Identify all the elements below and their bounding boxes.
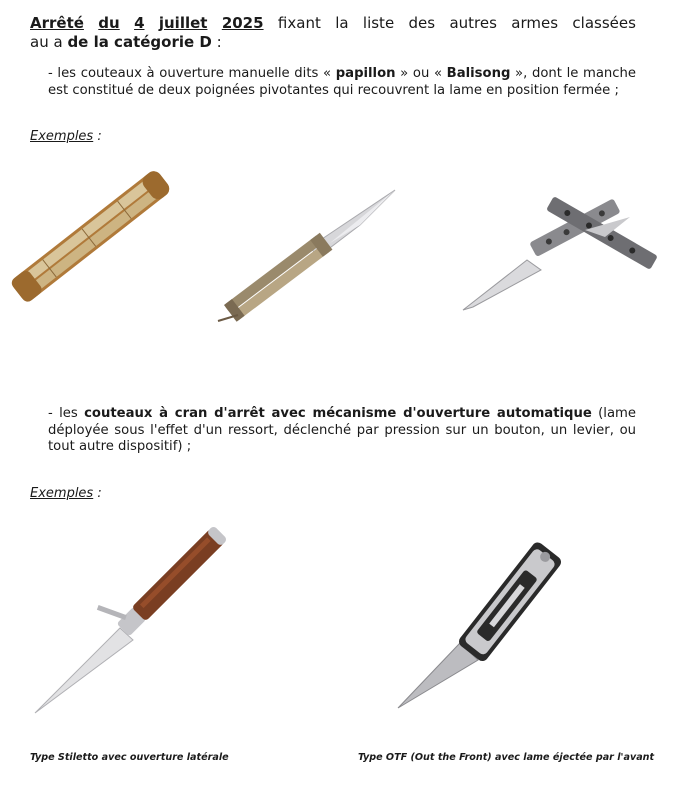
title-text: : bbox=[211, 33, 222, 51]
examples-label-2 bbox=[30, 486, 102, 501]
paragraph-text: », dont le manche est constitué de deux poignées pivotantes qui recouvrent la lame en position fermée ; bbox=[48, 66, 636, 98]
title-word: fixant bbox=[277, 14, 321, 32]
title-word: 2025 bbox=[221, 14, 264, 32]
paragraph-bold: papillon bbox=[335, 66, 396, 81]
paragraph-text: (lame déployée sous l'effet d'un ressort, déclenché par pression sur un bouton, un levier, ou tout autre dispositif) ; bbox=[48, 406, 637, 454]
otf-knife-image bbox=[390, 518, 600, 718]
butterfly-knife-open-wood-image bbox=[210, 185, 410, 330]
automatic-knife-paragraph bbox=[48, 406, 636, 456]
title-word: du bbox=[98, 14, 120, 32]
title-line-2 bbox=[30, 33, 636, 52]
decree-title bbox=[30, 14, 636, 52]
examples-label-1 bbox=[30, 129, 102, 144]
paragraph-text: - les couteaux à ouverture manuelle dits « bbox=[48, 66, 336, 81]
paragraph-text: » ou « bbox=[395, 66, 447, 81]
butterfly-knife-open-steel-image bbox=[455, 175, 680, 320]
examples-colon: : bbox=[93, 129, 102, 144]
paragraph-bold: Balisong bbox=[446, 66, 511, 81]
title-word: Arrêté bbox=[30, 14, 84, 32]
title-word: 4 bbox=[134, 14, 145, 32]
title-word: autres bbox=[449, 14, 497, 32]
examples-colon: : bbox=[93, 486, 102, 501]
title-text: au a bbox=[30, 33, 68, 51]
paragraph-text: - les bbox=[48, 406, 85, 421]
caption-otf: Type OTF (Out the Front) avec lame éjectée par l'avant bbox=[358, 752, 655, 763]
title-word: liste bbox=[362, 14, 395, 32]
stiletto-knife-image bbox=[25, 518, 235, 718]
title-word: classées bbox=[572, 14, 636, 32]
title-word: la bbox=[335, 14, 349, 32]
title-word: juillet bbox=[158, 14, 208, 32]
title-word: armes bbox=[511, 14, 559, 32]
caption-stiletto: Type Stiletto avec ouverture latérale bbox=[30, 752, 229, 763]
examples-text: Exemples bbox=[30, 486, 94, 501]
butterfly-knife-paragraph bbox=[48, 66, 636, 99]
examples-text: Exemples bbox=[30, 129, 94, 144]
category-label: de la catégorie D bbox=[67, 33, 212, 51]
paragraph-bold: couteaux à cran d'arrêt avec mécanisme d'ouverture automatique bbox=[84, 406, 592, 421]
butterfly-knife-closed-image bbox=[0, 175, 180, 325]
title-word: des bbox=[408, 14, 436, 32]
title-line-1 bbox=[30, 14, 636, 33]
